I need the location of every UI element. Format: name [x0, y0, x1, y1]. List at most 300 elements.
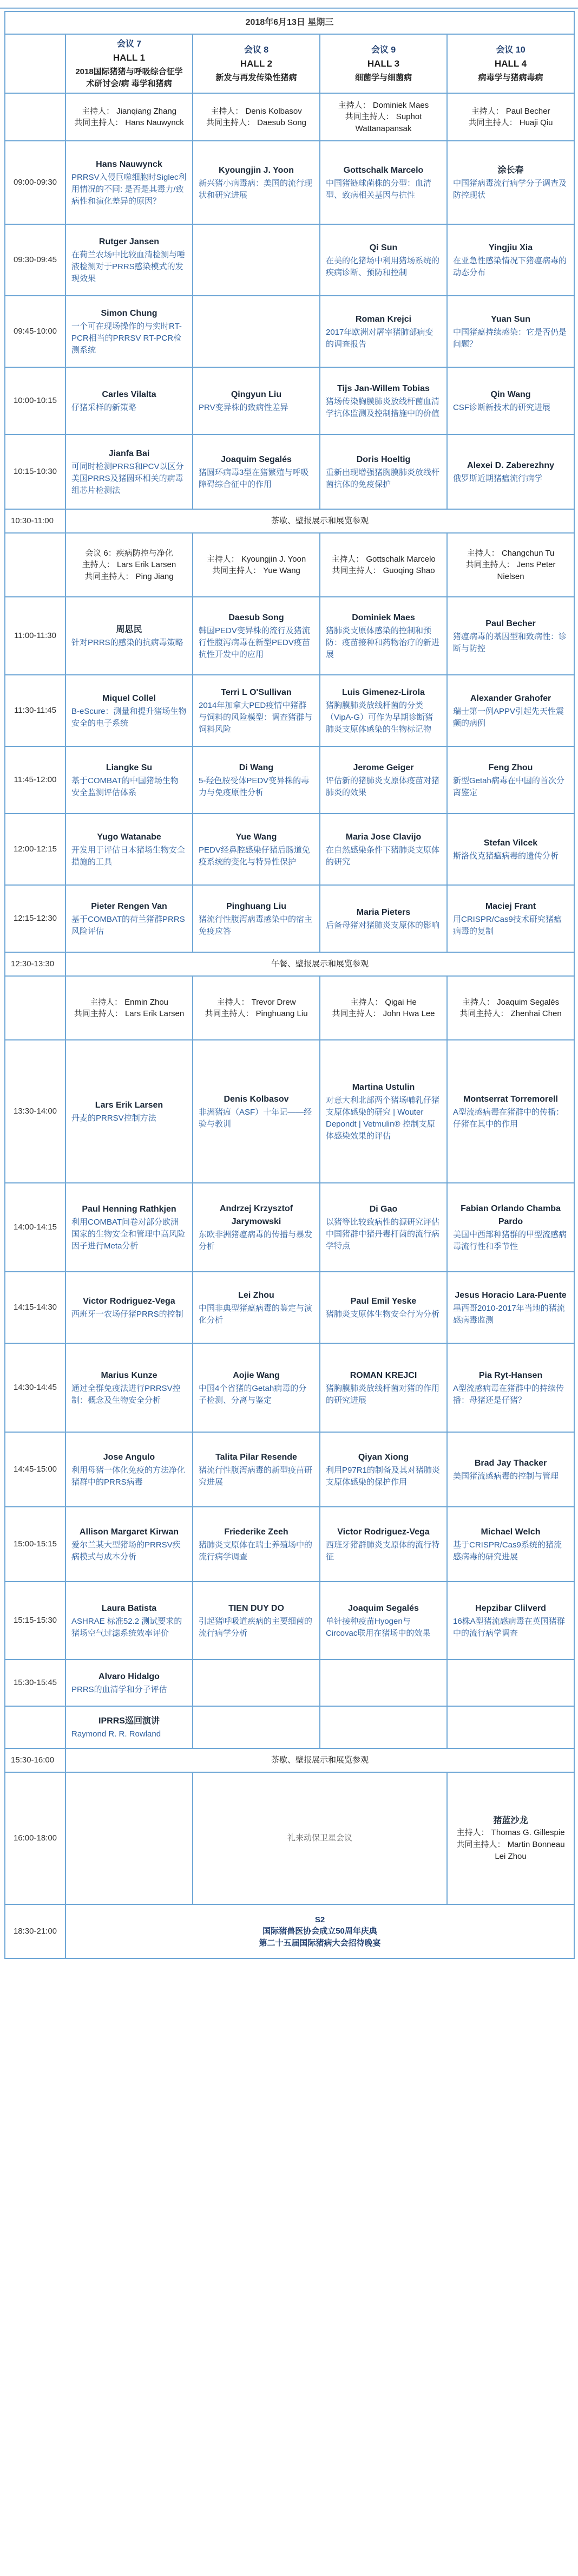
- speaker-name: Roman Krejci: [355, 314, 412, 324]
- speaker-name: Lars Erik Larsen: [95, 1100, 163, 1110]
- talk-title[interactable]: 猪流行性腹泻病毒感染中的宿主免疫应答: [199, 915, 313, 936]
- talk-cell: [193, 1507, 320, 1582]
- talk-title[interactable]: 俄罗斯近期猪瘟流行病学: [453, 474, 543, 484]
- chair-cell: [193, 93, 320, 141]
- chair-line: 主持人： Enmin Zhou: [89, 997, 169, 1007]
- speaker-name: Luis Gimenez-Lirola: [342, 688, 425, 698]
- talk-title[interactable]: 2014年加拿大PED疫情中猪群与饲料的风险模型：调查猪群与饲料风险: [199, 701, 313, 734]
- talk-cell: [447, 814, 574, 885]
- speaker-name: Friederike Zeeh: [224, 1527, 288, 1537]
- talk-cell: [320, 1183, 447, 1272]
- speaker-name: Hepzibar Clilverd: [475, 1603, 546, 1613]
- talk-title[interactable]: 在美的化猪场中利用猪场系统的疾病诊断、预防和控制: [326, 256, 440, 277]
- talk-cell: [193, 1040, 320, 1183]
- talk-title[interactable]: B-eScure：测量和提升猪场生物安全的电子系统: [71, 707, 187, 728]
- date-heading: 2018年6月13日 星期三: [5, 11, 574, 34]
- talk-cell: [447, 675, 574, 746]
- talk-title[interactable]: 美国中西部种猪群的甲型流感病毒流行性和季节性: [453, 1230, 567, 1251]
- talk-cell: [320, 1706, 447, 1748]
- talk-cell: [65, 746, 193, 814]
- talk-cell: [320, 814, 447, 885]
- session-row: [5, 224, 574, 296]
- session-row: [5, 1040, 574, 1183]
- hall-topic: 病毒学与猪病毒病: [478, 73, 543, 82]
- talk-cell: [193, 224, 320, 296]
- time-cell: 16:00-18:00: [5, 1772, 65, 1904]
- speaker-name: Denis Kolbasov: [224, 1094, 289, 1104]
- chair-cell: [320, 533, 447, 597]
- satellite-row: [5, 1772, 574, 1904]
- talk-cell: [65, 814, 193, 885]
- talk-cell: [320, 296, 447, 367]
- talk-cell: [193, 597, 320, 675]
- talk-cell: [447, 1432, 574, 1507]
- speaker-name: Victor Rodriguez-Vega: [83, 1296, 175, 1306]
- talk-title[interactable]: 利用COMBAT问卷对部分欧洲国家的生物安全和管理中高风险因子进行Meta分析: [71, 1218, 186, 1251]
- chair-line: 共同主持人： Yue Wang: [212, 566, 300, 576]
- talk-title[interactable]: 新兴猪小病毒病：美国的流行现状和研究进展: [199, 179, 313, 200]
- time-cell: [5, 34, 65, 93]
- speaker-name: Victor Rodriguez-Vega: [337, 1527, 430, 1537]
- hall-1: [65, 34, 193, 93]
- speaker-name: Pieter Rengen Van: [91, 901, 167, 911]
- chair-line: 主持人： Dominiek Maes: [338, 100, 429, 110]
- session-label: 会议 7: [116, 40, 142, 49]
- talk-title[interactable]: 通过全群免疫法进行PRRSV控制：概念及生物安全分析: [71, 1384, 181, 1405]
- talk-title[interactable]: CSF诊断新技术的研究进展: [453, 403, 551, 413]
- speaker-name: Miquel Collel: [102, 693, 156, 703]
- chair-row: [5, 93, 574, 141]
- talk-title[interactable]: 对意大利北部两个猪场哺乳仔猪支原体感染的研究 | Wouter Depondt | Vetmulin® 控制支原体感染效果的评估: [326, 1096, 440, 1141]
- chair-line: 共同主持人： Guoqing Shao: [332, 566, 435, 576]
- event-line: 第二十五届国际猪病大会招待晚宴: [259, 1938, 381, 1948]
- talk-title[interactable]: 非洲猪瘟（ASF）十年记——经验与教训: [199, 1108, 312, 1129]
- salon-session: [447, 1772, 574, 1904]
- session-row: [5, 434, 574, 509]
- speaker-name: 周思民: [116, 625, 142, 634]
- chair-cell: [65, 93, 193, 141]
- talk-title[interactable]: PEDV经鼻腔感染仔猪后肠道免疫系统的变化与特异性保护: [199, 845, 310, 867]
- salon-chair-line: 共同主持人： Martin Bonneau: [456, 1840, 565, 1850]
- session-row: [5, 1272, 574, 1343]
- talk-title[interactable]: 猪胸膜肺炎放线杆菌对猪的作用的研究进展: [326, 1384, 440, 1405]
- time-cell: 11:00-11:30: [5, 597, 65, 675]
- talk-title[interactable]: 利用母猪一体化免疫的方法净化猪群中的PRRS病毒: [71, 1466, 186, 1487]
- chair-line: 共同主持人： Daesub Song: [206, 118, 307, 128]
- schedule-table: [4, 11, 575, 1959]
- talk-cell: [193, 675, 320, 746]
- session-label: 会议 9: [371, 45, 396, 55]
- talk-cell: [447, 1582, 574, 1660]
- time-cell: 14:15-14:30: [5, 1272, 65, 1343]
- time-cell: 10:15-10:30: [5, 434, 65, 509]
- event-number: S2: [314, 1915, 325, 1924]
- speaker-name: Yingjiu Xia: [488, 243, 533, 252]
- talk-cell: [65, 1183, 193, 1272]
- chair-cell: [447, 533, 574, 597]
- hall-topic: 新发与再发传染性猪病: [215, 73, 297, 82]
- speaker-name: Doris Hoeltig: [356, 454, 411, 464]
- talk-title[interactable]: 开发用于评估日本猪场生物安全措施的工具: [71, 845, 186, 867]
- time-cell: 15:00-15:15: [5, 1507, 65, 1582]
- talk-cell: [65, 141, 193, 224]
- chair-line: 共同主持人： Hans Nauwynck: [74, 118, 184, 128]
- chair-line: 共同主持人： Huaji Qiu: [468, 118, 553, 128]
- speaker-name: Paul Emil Yeske: [350, 1296, 417, 1306]
- chair-line: 主持人： Denis Kolbasov: [211, 106, 302, 116]
- speaker-name: Di Gao: [369, 1205, 398, 1214]
- speaker-name: Hans Nauwynck: [96, 160, 162, 170]
- talk-title[interactable]: 针对PRRS的感染的抗病毒策略: [71, 638, 183, 648]
- session-row: [5, 885, 574, 952]
- talk-title[interactable]: 美国猪流感病毒的控制与管理: [453, 1472, 559, 1481]
- talk-cell: [320, 224, 447, 296]
- speaker-name: Qingyun Liu: [231, 389, 282, 399]
- talk-cell: [447, 885, 574, 952]
- talk-title[interactable]: 用CRISPR/Cas9技术研究猪瘟病毒的复制: [453, 915, 562, 936]
- talk-cell: [320, 1432, 447, 1507]
- session-row: [5, 1432, 574, 1507]
- talk-title[interactable]: PRRS的血清学和分子评估: [71, 1685, 167, 1695]
- talk-cell: [320, 1343, 447, 1432]
- speaker-name: Martina Ustulin: [352, 1083, 415, 1092]
- speaker-name: Alvaro Hidalgo: [98, 1671, 160, 1681]
- hall-row: [5, 34, 574, 93]
- talk-cell: [193, 1272, 320, 1343]
- time-cell: 10:30-11:00: [5, 509, 65, 533]
- time-cell: 09:45-10:00: [5, 296, 65, 367]
- chair-cell: [447, 976, 574, 1040]
- talk-cell: [65, 597, 193, 675]
- chair-line: 主持人： Joaquim Segalés: [462, 997, 560, 1007]
- chair-line: 共同主持人： Jens Peter Nielsen: [465, 560, 556, 582]
- talk-title[interactable]: 猪流行性腹泻病毒的新型疫苗研究进展: [199, 1466, 313, 1487]
- speaker-name: Andrzej Krzysztof Jarymowski: [219, 1204, 293, 1226]
- session-row: [5, 814, 574, 885]
- talk-title[interactable]: 5-羟色胺受体PEDV变异株的毒力与免疫原性分析: [199, 776, 310, 797]
- time-cell: 10:00-10:15: [5, 367, 65, 434]
- session-label: 会议 10: [496, 45, 526, 55]
- time-cell: [5, 533, 65, 597]
- talk-title[interactable]: 猪肺炎支原体感染的控制和预防：疫苗接种和药物治疗的新进展: [326, 626, 440, 659]
- talk-title[interactable]: 墨西哥2010-2017年当地的猪流感病毒监测: [453, 1304, 565, 1325]
- talk-cell: [447, 434, 574, 509]
- talk-cell: [447, 1183, 574, 1272]
- speaker-name: Kyoungjin J. Yoon: [219, 165, 294, 175]
- chair-line: 共同主持人： Zhenhai Chen: [459, 1009, 562, 1019]
- speaker-name: Aojie Wang: [233, 1370, 280, 1380]
- salon-title[interactable]: 猪蓝沙龙: [493, 1816, 528, 1826]
- talk-title[interactable]: 一个可在现场操作的与实时RT-PCR相当的PRRSV RT-PCR检测系统: [71, 322, 182, 355]
- chair-line: 主持人： Qigai He: [350, 997, 417, 1007]
- talk-cell: [320, 1582, 447, 1660]
- talk-title[interactable]: Raymond R. R. Rowland: [71, 1729, 161, 1739]
- talk-cell: [320, 1272, 447, 1343]
- time-cell: 13:30-14:00: [5, 1040, 65, 1183]
- talk-cell: [65, 675, 193, 746]
- hall-name: HALL 3: [367, 58, 400, 69]
- time-cell: 11:45-12:00: [5, 746, 65, 814]
- talk-title[interactable]: 猪肺炎支原体生物安全行为分析: [326, 1310, 440, 1319]
- date-row: [5, 11, 574, 34]
- speaker-name: Feng Zhou: [488, 763, 533, 772]
- talk-title[interactable]: 猪场传染胸膜肺炎放线杆菌血清学抗体监测及控制措施中的价值: [326, 397, 440, 418]
- talk-cell: [320, 367, 447, 434]
- session-row: [5, 1660, 574, 1706]
- talk-cell: [447, 1040, 574, 1183]
- talk-title[interactable]: 基于COMBAT的中国猪场生物安全监测评估体系: [71, 776, 179, 797]
- session-row: [5, 675, 574, 746]
- time-cell: [5, 93, 65, 141]
- chair-cell: [193, 533, 320, 597]
- speaker-name: Yue Wang: [235, 832, 277, 842]
- speaker-name: Di Wang: [239, 763, 274, 772]
- time-cell: 14:30-14:45: [5, 1343, 65, 1432]
- talk-cell: [193, 885, 320, 952]
- chair-line: 主持人： Kyoungjin J. Yoon: [206, 554, 306, 564]
- time-cell: 15:30-16:00: [5, 1748, 65, 1772]
- talk-title[interactable]: 在自然感染条件下猪肺炎支原体的研究: [326, 845, 440, 867]
- talk-title[interactable]: 中国猪链球菌株的分型：血清型、致病相关基因与抗性: [326, 179, 432, 200]
- chair-row: [5, 533, 574, 597]
- break-row: [5, 509, 574, 533]
- time-cell: 12:15-12:30: [5, 885, 65, 952]
- speaker-name: Daesub Song: [228, 613, 284, 623]
- time-cell: 18:30-21:00: [5, 1904, 65, 1959]
- session-row: [5, 746, 574, 814]
- session-row: [5, 1343, 574, 1432]
- hall-name: HALL 4: [494, 58, 527, 69]
- talk-cell: [320, 675, 447, 746]
- speaker-name: ROMAN KREJCI: [350, 1370, 417, 1380]
- talk-cell: [447, 296, 574, 367]
- chair-line: 主持人： Lars Erik Larsen: [82, 560, 176, 570]
- chair-cell: [447, 93, 574, 141]
- chair-line: 主持人： Trevor Drew: [216, 997, 296, 1007]
- chair-line: 主持人： Gottschalk Marcelo: [331, 554, 436, 564]
- hall-topic: 2018国际猪猪与呼吸综合征学术研讨会/病 毒学和猪病: [75, 67, 183, 88]
- talk-title[interactable]: 猪圆环病毒3型在猪繁殖与呼吸障碍综合征中的作用: [199, 468, 309, 489]
- time-cell: 11:30-11:45: [5, 675, 65, 746]
- talk-cell: [193, 296, 320, 367]
- chair-cell: [193, 976, 320, 1040]
- break-row: [5, 1748, 574, 1772]
- talk-title[interactable]: 基于CRISPR/Cas9系统的猪流感病毒的研究进展: [453, 1540, 562, 1562]
- speaker-name: Joaquim Segalés: [348, 1603, 419, 1613]
- talk-title[interactable]: 评估新的猪肺炎支原体疫苗对猪肺炎的效果: [326, 776, 440, 797]
- session-row: [5, 1183, 574, 1272]
- talk-title[interactable]: A型流感病毒在猪群中的持续传播：母猪还是仔猪？: [453, 1384, 564, 1405]
- speaker-name: Rutger Jansen: [98, 237, 160, 247]
- time-cell: 09:00-09:30: [5, 141, 65, 224]
- speaker-name: Alexander Grahofer: [470, 693, 551, 703]
- talk-title[interactable]: 中国4个省猪的Getah病毒的分子检测、分离与鉴定: [199, 1384, 307, 1405]
- break-text: 茶歇、壁报展示和展览参观: [65, 509, 574, 533]
- session-row: [5, 141, 574, 224]
- talk-title[interactable]: PRRSV入侵巨噬细胞时Siglec利用情况的不同: 是否是其毒力/致病性和演化差异的原因？: [71, 173, 187, 206]
- chair-line: 主持人： Paul Becher: [471, 106, 550, 116]
- time-cell: 12:30-13:30: [5, 952, 65, 976]
- talk-title[interactable]: 仔猪采样的新策略: [71, 403, 137, 413]
- time-cell: 12:00-12:15: [5, 814, 65, 885]
- speaker-name: Qiyan Xiong: [358, 1452, 409, 1462]
- speaker-name: Maria Jose Clavijo: [345, 832, 422, 842]
- speaker-name: Dominiek Maes: [352, 613, 415, 623]
- talk-title[interactable]: 可同时检测PRRS和PCV以区分美国PRRS及猪圆环相关的病毒组芯片检测法: [71, 462, 184, 495]
- talk-cell: [447, 224, 574, 296]
- talk-cell: [320, 1660, 447, 1706]
- speaker-name: Stefan Vilcek: [483, 838, 538, 848]
- speaker-name: Montserrat Torremorell: [463, 1094, 558, 1104]
- talk-title[interactable]: 猪瘟病毒的基因型和致病性：诊断与防控: [453, 632, 567, 653]
- session-row: [5, 1507, 574, 1582]
- talk-cell: [447, 746, 574, 814]
- talk-title[interactable]: 单针接种疫苗Hyogen与Circovac联用在猪场中的效果: [326, 1617, 431, 1638]
- talk-cell: [320, 1040, 447, 1183]
- speaker-name: Alexei D. Zaberezhny: [467, 460, 554, 470]
- salon-chair-line: 主持人： Thomas G. Gillespie: [456, 1828, 565, 1838]
- session-row: [5, 1706, 574, 1748]
- talk-title[interactable]: ASHRAE 标准52.2 测试要求的猪场空气过滤系统效率评价: [71, 1617, 182, 1638]
- salon-chair-line: Lei Zhou: [495, 1851, 527, 1861]
- talk-cell: [65, 367, 193, 434]
- speaker-name: Fabian Orlando Chamba Pardo: [461, 1204, 561, 1226]
- speaker-name: Paul Becher: [485, 619, 536, 628]
- talk-title[interactable]: 丹麦的PRRSV控制方法: [71, 1114, 156, 1123]
- speaker-name: Simon Chung: [101, 309, 157, 318]
- talk-title[interactable]: PRV变异株的致病性差异: [199, 403, 288, 413]
- talk-cell: [320, 597, 447, 675]
- talk-title[interactable]: 以猪等比较致病性的源研究评估中国猪群中猪丹毒杆菌的流行病学特点: [326, 1218, 440, 1251]
- talk-title[interactable]: 西班牙猪群肺炎支原体的流行特征: [326, 1540, 440, 1562]
- session-row: [5, 367, 574, 434]
- talk-cell: [193, 1706, 320, 1748]
- chair-line: 主持人： Jianqiang Zhang: [81, 106, 177, 116]
- talk-title[interactable]: 猪肺炎支原体在瑞士养殖场中的流行病学调查: [199, 1540, 313, 1562]
- talk-title[interactable]: 中国非典型猪瘟病毒的鉴定与演化分析: [199, 1304, 313, 1325]
- time-cell: 14:00-14:15: [5, 1183, 65, 1272]
- speaker-name: Pia Ryt-Hansen: [478, 1370, 543, 1380]
- talk-title[interactable]: 猪胸膜肺炎放线杆菌的分类（VipA-G）可作为早期诊断猪肺炎支原体感染的生物标记物: [326, 701, 434, 734]
- satellite-session[interactable]: 礼来动保卫星会议: [193, 1772, 447, 1904]
- speaker-name: Allison Margaret Kirwan: [79, 1527, 179, 1537]
- speaker-name: Joaquim Segalés: [221, 454, 292, 464]
- top-strip: [0, 0, 578, 9]
- talk-cell: [65, 1582, 193, 1660]
- talk-title[interactable]: 在亚急性感染情况下猪瘟病毒的动态分布: [453, 256, 567, 277]
- talk-title[interactable]: 西班牙一农场仔猪PRRS的控制: [71, 1310, 183, 1319]
- talk-title[interactable]: 斯洛伐克猪瘟病毒的遗传分析: [453, 851, 559, 861]
- talk-title[interactable]: 爱尔兰某大型猪场的PRRSV疾病模式与成本分析: [71, 1540, 181, 1562]
- talk-title[interactable]: 在荷兰农场中比较血清检测与唾液检测对于PRRS感染模式的发现效果: [71, 250, 186, 283]
- speaker-name: Lei Zhou: [238, 1290, 274, 1300]
- talk-title[interactable]: 重新出现增强猪胸膜肺炎放线杆菌抗体的免疫保护: [326, 468, 440, 489]
- speaker-name: IPRRS巡回演讲: [98, 1716, 160, 1726]
- talk-title[interactable]: 基于COMBAT的荷兰猪群PRRS风险评估: [71, 915, 185, 936]
- time-cell: 15:30-15:45: [5, 1660, 65, 1706]
- hall-topic: 细菌学与细菌病: [354, 73, 412, 82]
- talk-title[interactable]: 中国猪瘟持续感染：它是否仍是问题？: [453, 328, 567, 349]
- chair-cell: [65, 533, 193, 597]
- chair-cell: [320, 976, 447, 1040]
- talk-title[interactable]: 引起猪呼吸道疾病的主要细菌的流行病学分析: [199, 1617, 313, 1638]
- talk-cell: [65, 434, 193, 509]
- chair-line: 主持人： Changchun Tu: [467, 548, 555, 558]
- time-cell: 14:45-15:00: [5, 1432, 65, 1507]
- speaker-name: Jesus Horacio Lara-Puente: [455, 1290, 567, 1300]
- speaker-name: Paul Henning Rathkjen: [82, 1205, 176, 1214]
- speaker-name: Qin Wang: [490, 389, 531, 399]
- session-row: [5, 597, 574, 675]
- talk-title[interactable]: 中国猪病毒流行病学分子调查及防控现状: [453, 179, 567, 200]
- talk-title[interactable]: 东欧非洲猪瘟病毒的传播与暴发分析: [199, 1230, 313, 1251]
- talk-cell: [193, 141, 320, 224]
- empty-cell: [65, 1772, 193, 1904]
- talk-cell: [193, 1183, 320, 1272]
- talk-title[interactable]: A型流感病毒在猪群中的传播：仔猪在其中的作用: [453, 1108, 564, 1129]
- talk-cell: [447, 1507, 574, 1582]
- talk-cell: [65, 1507, 193, 1582]
- hall-3: [320, 34, 447, 93]
- talk-cell: [320, 1507, 447, 1582]
- talk-cell: [65, 1272, 193, 1343]
- speaker-name: Gottschalk Marcelo: [343, 165, 424, 175]
- talk-title[interactable]: 后备母猪对猪肺炎支原体的影响: [326, 921, 440, 931]
- talk-title[interactable]: 利用P97R1的制备及其对猪肺炎支原体感染的保护作用: [326, 1466, 440, 1487]
- speaker-name: Qi Sun: [369, 243, 398, 252]
- hall-2: [193, 34, 320, 93]
- talk-title[interactable]: 16株A型猪流感病毒在英国猪群中的流行病学调查: [453, 1617, 565, 1638]
- talk-cell: [193, 1432, 320, 1507]
- talk-cell: [65, 224, 193, 296]
- talk-cell: [447, 141, 574, 224]
- speaker-name: Jose Angulo: [103, 1452, 155, 1462]
- speaker-name: Pinghuang Liu: [226, 901, 287, 911]
- time-cell: 15:15-15:30: [5, 1582, 65, 1660]
- talk-cell: [193, 367, 320, 434]
- talk-cell: [193, 746, 320, 814]
- speaker-name: Carles Vilalta: [102, 389, 156, 399]
- talk-cell: [193, 1660, 320, 1706]
- talk-cell: [320, 885, 447, 952]
- speaker-name: TIEN DUY DO: [228, 1603, 284, 1613]
- chair-cell: [320, 93, 447, 141]
- talk-cell: [447, 1660, 574, 1706]
- chair-row: [5, 976, 574, 1040]
- talk-cell: [65, 1432, 193, 1507]
- break-text: 茶歇、壁报展示和展览参观: [65, 1748, 574, 1772]
- speaker-name: Yuan Sun: [491, 314, 530, 324]
- talk-title[interactable]: 新型Getah病毒在中国的首次分离鉴定: [453, 776, 564, 797]
- talk-title[interactable]: 瑞士第一例APPV引起先天性震颤的病例: [453, 707, 564, 728]
- talk-cell: [65, 296, 193, 367]
- talk-cell: [193, 434, 320, 509]
- talk-title[interactable]: 韩国PEDV变异株的流行及猪流行性腹泻病毒在新型PEDV疫苗抗性开发中的应用: [199, 626, 310, 659]
- talk-cell: [193, 1582, 320, 1660]
- talk-cell: [193, 1343, 320, 1432]
- chair-cell: [65, 976, 193, 1040]
- time-cell: [5, 1706, 65, 1748]
- talk-title[interactable]: 2017年欧洲对屠宰猪肺部病变的调查报告: [326, 328, 434, 349]
- talk-cell: [65, 885, 193, 952]
- talk-cell: [193, 814, 320, 885]
- break-row: [5, 952, 574, 976]
- talk-cell: [65, 1040, 193, 1183]
- chair-line: 共同主持人： John Hwa Lee: [332, 1009, 435, 1019]
- time-cell: [5, 976, 65, 1040]
- speaker-name: Jerome Geiger: [353, 763, 414, 772]
- speaker-name: Maciej Frant: [485, 901, 536, 911]
